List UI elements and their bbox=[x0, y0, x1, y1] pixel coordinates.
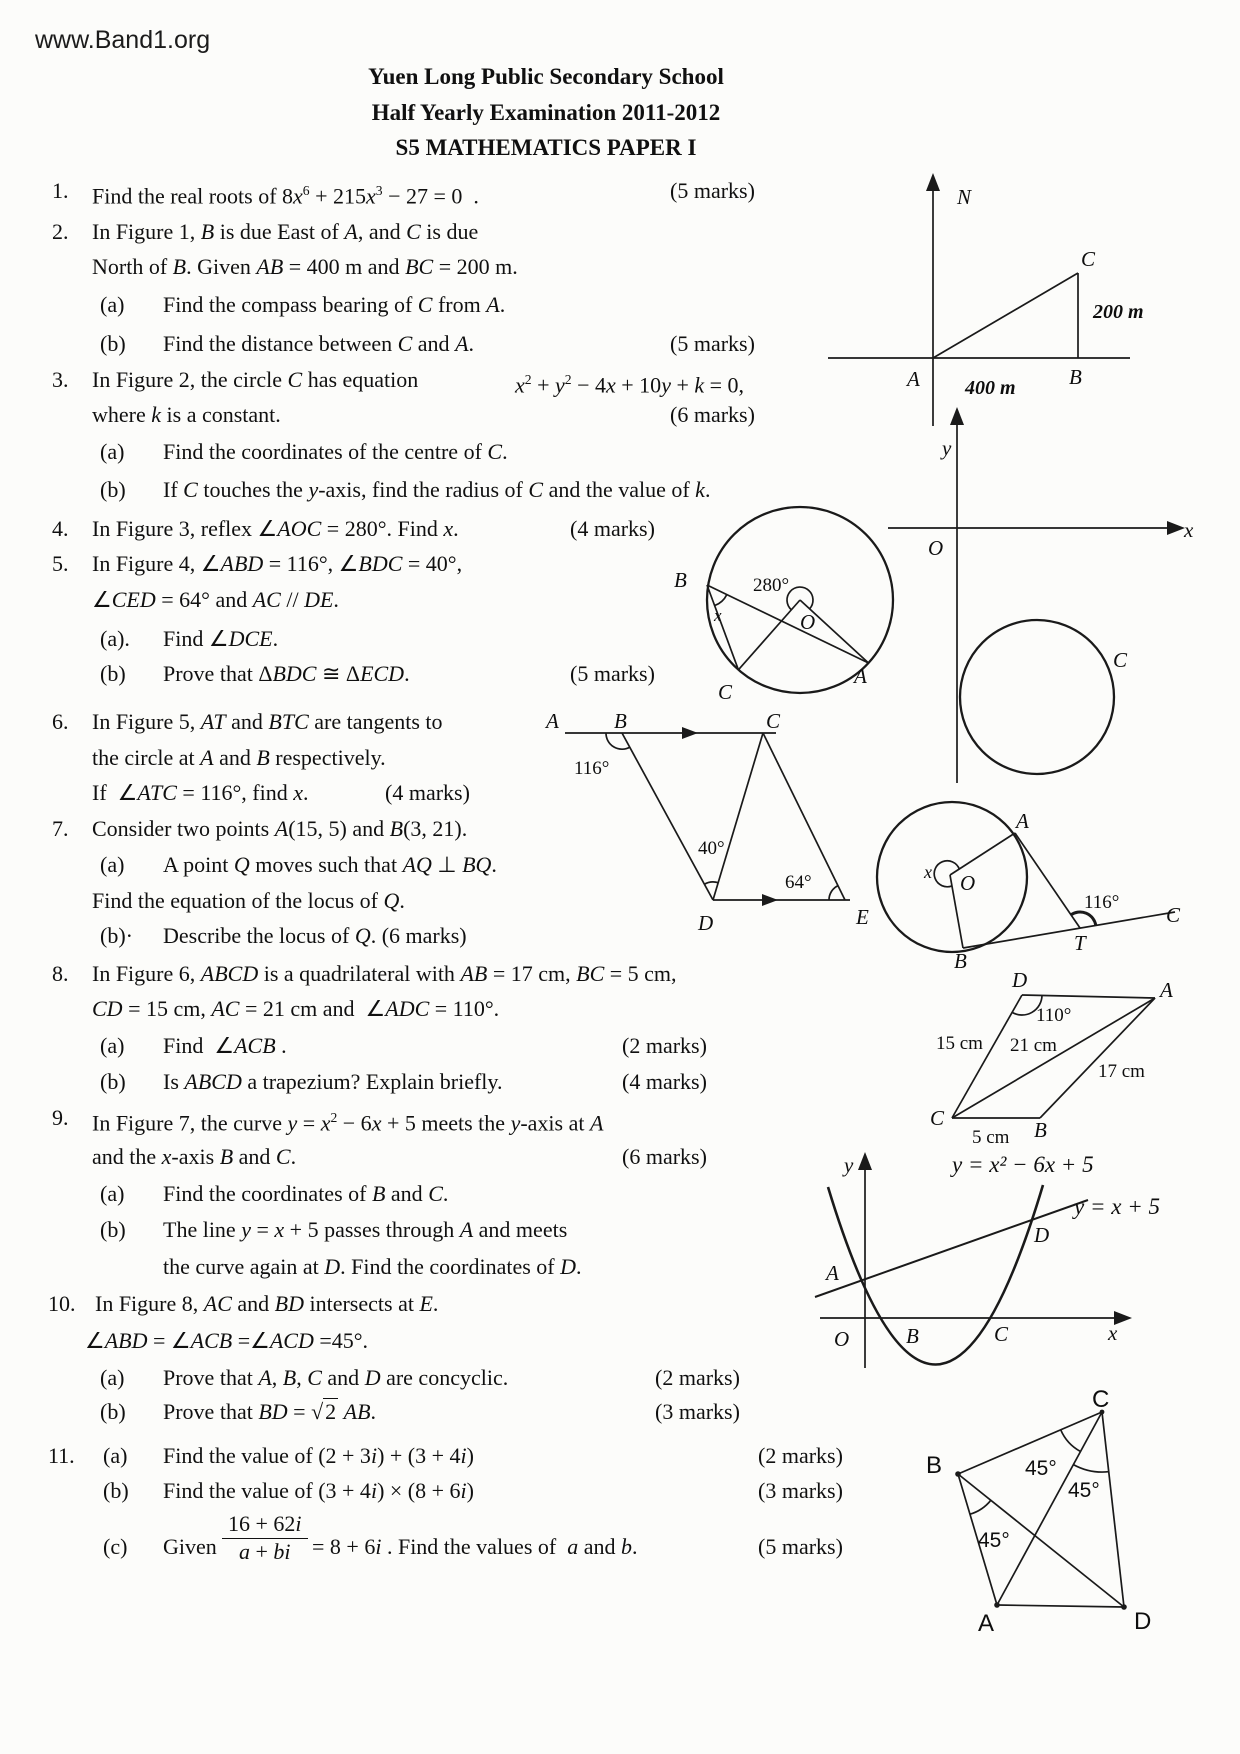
fig4-angle-40: 40° bbox=[698, 838, 725, 859]
marks-label: (6 marks) bbox=[670, 402, 755, 427]
question-text: Find ∠ACB . bbox=[163, 1033, 287, 1058]
question-text: Find the coordinates of B and C. bbox=[163, 1181, 449, 1206]
direction-arrow-icon bbox=[682, 727, 698, 739]
question-text: (b) bbox=[100, 331, 126, 356]
question-text: the circle at A and B respectively. bbox=[92, 745, 386, 770]
question-text: In Figure 6, ABCD is a quadrilateral with AB = 17 cm, BC = 5 cm, bbox=[92, 961, 677, 986]
fig7-line-equation: y = x + 5 bbox=[1074, 1194, 1160, 1219]
question-text: 11. bbox=[48, 1443, 75, 1468]
fig5-label-x: x bbox=[924, 862, 932, 882]
reflex-angle-marker bbox=[787, 587, 813, 610]
fig3-label-c: C bbox=[718, 680, 733, 704]
fig5-angle-116: 116° bbox=[1084, 892, 1120, 913]
fig8-angle-45-1: 45° bbox=[1025, 1457, 1057, 1480]
question-text: ∠ABD = ∠ACB =∠ACD =45°. bbox=[85, 1328, 369, 1353]
question-text: In Figure 4, ∠ABD = 116°, ∠BDC = 40°, bbox=[92, 551, 463, 576]
question-text: Find the compass bearing of C from A. bbox=[163, 292, 506, 317]
fig7-label-o: O bbox=[834, 1327, 850, 1351]
question-text: Find the real roots of $8x^6 + 215x^3 - 27 = 0$ . bbox=[92, 183, 479, 209]
line-y-equals-x-plus-5 bbox=[815, 1200, 1088, 1297]
question-text: Find the value of (3 + 4i) × (8 + 6i) bbox=[163, 1478, 474, 1503]
fig8-label-d: D bbox=[1134, 1608, 1152, 1635]
question-text: Consider two points A(15, 5) and B(3, 21). bbox=[92, 816, 468, 841]
fig6-label-d: D bbox=[1012, 968, 1028, 992]
question-text: (b) bbox=[100, 1399, 126, 1424]
question-text: A point Q moves such that AQ ⊥ BQ. bbox=[163, 852, 497, 877]
marks-label: (3 marks) bbox=[655, 1399, 740, 1424]
marks-label: (5 marks) bbox=[670, 331, 755, 356]
fig7-label-a: A bbox=[826, 1261, 839, 1285]
fig3-angle-280: 280° bbox=[753, 575, 790, 596]
question-text: 7. bbox=[52, 816, 69, 841]
fig5-label-b: B bbox=[954, 949, 967, 973]
figure-1-bearing-diagram bbox=[795, 160, 1240, 430]
figure-3-reflex-angle-circle bbox=[660, 495, 900, 710]
marks-label: (3 marks) bbox=[758, 1478, 843, 1503]
question-text: In Figure 5, AT and BTC are tangents to bbox=[92, 709, 443, 734]
fig4-label-c: C bbox=[766, 709, 781, 733]
angle-marker-64 bbox=[829, 886, 838, 900]
question-text: Is ABCD a trapezium? Explain briefly. bbox=[163, 1069, 503, 1094]
y-axis-arrow-icon bbox=[858, 1152, 872, 1170]
question-text: Find the coordinates of the centre of C. bbox=[163, 439, 508, 464]
direction-arrow-icon bbox=[762, 894, 778, 906]
question-text: 6. bbox=[52, 709, 69, 734]
angle-marker-45-bca bbox=[1061, 1430, 1081, 1452]
figure-6-quadrilateral bbox=[920, 965, 1240, 1155]
angle-marker-45-abd bbox=[970, 1500, 991, 1514]
question-text: Prove that A, B, C and D are concyclic. bbox=[163, 1365, 509, 1390]
fig4-label-d: D bbox=[698, 911, 714, 935]
question-text: = 8 + 6i . Find the values of a and b. bbox=[312, 1534, 638, 1559]
fig6-label-a: A bbox=[1160, 978, 1173, 1002]
fig2-label-x: x bbox=[1184, 518, 1194, 542]
question-text: where k is a constant. bbox=[92, 402, 281, 427]
x-angle-marker bbox=[715, 595, 727, 606]
fig8-angle-45-3: 45° bbox=[978, 1529, 1010, 1552]
parabola-curve bbox=[828, 1185, 1043, 1365]
figure-4-parallel-lines bbox=[540, 700, 875, 940]
question-text: 4. bbox=[52, 516, 69, 541]
question-text: (a) bbox=[100, 1365, 125, 1390]
fig1-label-north: N bbox=[957, 185, 972, 209]
watermark-url: www.Band1.org bbox=[35, 26, 211, 54]
question-text: Find the equation of the locus of Q. bbox=[92, 888, 405, 913]
question-text: (a) bbox=[100, 1033, 125, 1058]
question-text: Find the value of (2 + 3i) + (3 + 4i) bbox=[163, 1443, 474, 1468]
question-text: 10. bbox=[48, 1291, 76, 1316]
question-text: In Figure 1, B is due East of A, and C is due bbox=[92, 219, 479, 244]
fig8-label-a: A bbox=[978, 1610, 995, 1637]
question-text: Prove that BD = √2 AB. bbox=[163, 1399, 377, 1424]
figure-5-tangent-circle bbox=[860, 790, 1240, 975]
fig6-label-b: B bbox=[1034, 1118, 1047, 1142]
fig7-label-c: C bbox=[994, 1322, 1009, 1346]
question-text: (a) bbox=[100, 439, 125, 464]
question-text: (c) bbox=[103, 1534, 128, 1559]
question-text: In Figure 3, reflex ∠AOC = 280°. Find x. bbox=[92, 516, 459, 541]
fig4-label-b: B bbox=[614, 709, 627, 733]
paper-title: S5 MATHEMATICS PAPER I bbox=[395, 135, 697, 160]
marks-label: (5 marks) bbox=[670, 178, 755, 203]
marks-label: (6 marks) bbox=[622, 1144, 707, 1169]
marks-label: (4 marks) bbox=[385, 780, 470, 805]
question-text: Find ∠DCE. bbox=[163, 626, 279, 651]
fig3-label-x: x bbox=[714, 606, 722, 625]
question-text: the curve again at D. Find the coordinates of D. bbox=[163, 1254, 582, 1279]
question-text: (a) bbox=[103, 1443, 128, 1468]
fig1-distance-ab: 400 m bbox=[965, 377, 1016, 399]
fig3-label-b: B bbox=[674, 568, 687, 592]
fig6-side-ab: 17 cm bbox=[1098, 1061, 1145, 1082]
fig1-label-a: A bbox=[907, 367, 920, 391]
question-text: Find the distance between C and A. bbox=[163, 331, 475, 356]
angle-marker-40 bbox=[704, 882, 718, 884]
fig6-side-cb: 5 cm bbox=[972, 1127, 1010, 1148]
fig5-label-c: C bbox=[1166, 903, 1181, 927]
fig4-angle-116: 116° bbox=[574, 758, 610, 779]
fig1-distance-bc: 200 m bbox=[1093, 301, 1144, 323]
question-text: (a) bbox=[100, 292, 125, 317]
fig5-label-a: A bbox=[1016, 809, 1029, 833]
fig1-label-c: C bbox=[1081, 247, 1096, 271]
marks-label: (2 marks) bbox=[758, 1443, 843, 1468]
question-text: 3. bbox=[52, 367, 69, 392]
fig7-label-d: D bbox=[1034, 1223, 1050, 1247]
question-text: CD = 15 cm, AC = 21 cm and ∠ADC = 110°. bbox=[92, 996, 500, 1021]
marks-label: (5 marks) bbox=[570, 661, 655, 686]
fig6-angle-110: 110° bbox=[1036, 1005, 1072, 1026]
fig8-label-b: B bbox=[926, 1452, 943, 1479]
question-text: and the x-axis B and C. bbox=[92, 1144, 297, 1169]
marks-label: (4 marks) bbox=[570, 516, 655, 541]
fig7-curve-equation: y = x² − 6x + 5 bbox=[952, 1152, 1094, 1177]
fig2-label-c: C bbox=[1113, 648, 1128, 672]
question-text: ∠CED = 64° and AC // DE. bbox=[92, 587, 339, 612]
angle-marker-116 bbox=[1071, 912, 1096, 925]
exam-title: Half Yearly Examination 2011-2012 bbox=[371, 100, 721, 125]
fig2-label-y: y bbox=[942, 436, 952, 460]
fig3-label-a: A bbox=[854, 664, 867, 688]
question-text: Given bbox=[163, 1534, 217, 1559]
question-text: The line y = x + 5 passes through A and meets bbox=[163, 1217, 568, 1242]
school-title: Yuen Long Public Secondary School bbox=[368, 64, 724, 89]
angle-marker-45-acd bbox=[1073, 1465, 1108, 1472]
fig1-label-b: B bbox=[1069, 365, 1082, 389]
fig2-label-o: O bbox=[928, 536, 944, 560]
fig4-label-a: A bbox=[546, 709, 559, 733]
question-text: In Figure 7, the curve $y = x^2 - 6x + 5$ meets the y-axis at A bbox=[92, 1110, 604, 1136]
question-text: Prove that ΔBDC ≅ ΔECD. bbox=[163, 661, 410, 686]
fig4-angle-64: 64° bbox=[785, 872, 812, 893]
fig8-angle-45-2: 45° bbox=[1068, 1479, 1100, 1502]
fig7-label-x: x bbox=[1108, 1321, 1118, 1345]
question-text: 5. bbox=[52, 551, 69, 576]
x-axis-arrow-icon bbox=[1167, 521, 1185, 535]
north-arrow-icon bbox=[926, 173, 940, 191]
question-text: 2. bbox=[52, 219, 69, 244]
question-text: If C touches the y-axis, find the radius of C and the value of k. bbox=[163, 477, 711, 502]
fig5-label-o: O bbox=[960, 871, 976, 895]
fig6-diagonal-ca: 21 cm bbox=[1010, 1035, 1057, 1056]
figure-2-circle-axes bbox=[880, 395, 1240, 785]
figure-7-parabola-graph bbox=[810, 1140, 1240, 1375]
fig3-label-o: O bbox=[800, 610, 816, 634]
question-text: Describe the locus of Q. (6 marks) bbox=[163, 923, 467, 948]
question-text: (b) bbox=[103, 1478, 129, 1503]
y-axis-arrow-icon bbox=[950, 407, 964, 425]
question-text: (b)· bbox=[100, 923, 133, 948]
question-text: In Figure 2, the circle C has equation bbox=[92, 367, 419, 392]
marks-label: (2 marks) bbox=[622, 1033, 707, 1058]
question-text: 8. bbox=[52, 961, 69, 986]
question-text: (a). bbox=[100, 626, 130, 651]
fig6-label-c: C bbox=[930, 1106, 945, 1130]
marks-label: (5 marks) bbox=[758, 1534, 843, 1559]
question-text: (b) bbox=[100, 477, 126, 502]
question-text: If ∠ATC = 116°, find x. bbox=[92, 780, 309, 805]
figure-8-concyclic-quadrilateral bbox=[870, 1385, 1240, 1685]
question-text: (a) bbox=[100, 1181, 125, 1206]
fig5-label-t: T bbox=[1074, 931, 1086, 955]
fig7-label-y: y bbox=[844, 1153, 854, 1177]
question-text: North of B. Given AB = 400 m and BC = 200 m. bbox=[92, 254, 518, 279]
reflex-angle-marker bbox=[934, 861, 959, 887]
question-text: $\frac{16 + 62i}{a + bi}$ bbox=[222, 1512, 308, 1565]
question-text: (b) bbox=[100, 1069, 126, 1094]
question-text: In Figure 8, AC and BD intersects at E. bbox=[95, 1291, 439, 1316]
question-text: (a) bbox=[100, 852, 125, 877]
marks-label: (4 marks) bbox=[622, 1069, 707, 1094]
question-text: 9. bbox=[52, 1105, 69, 1130]
question-text: $x^2 + y^2 - 4x + 10y + k = 0$, bbox=[515, 372, 745, 398]
question-text: 1. bbox=[52, 178, 69, 203]
question-text: (b) bbox=[100, 1217, 126, 1242]
fig6-side-cd: 15 cm bbox=[936, 1033, 983, 1054]
fig4-label-e: E bbox=[856, 905, 869, 929]
question-text: (b) bbox=[100, 661, 126, 686]
marks-label: (2 marks) bbox=[655, 1365, 740, 1390]
fig8-label-c: C bbox=[1092, 1386, 1110, 1413]
fig7-label-b: B bbox=[906, 1324, 919, 1348]
